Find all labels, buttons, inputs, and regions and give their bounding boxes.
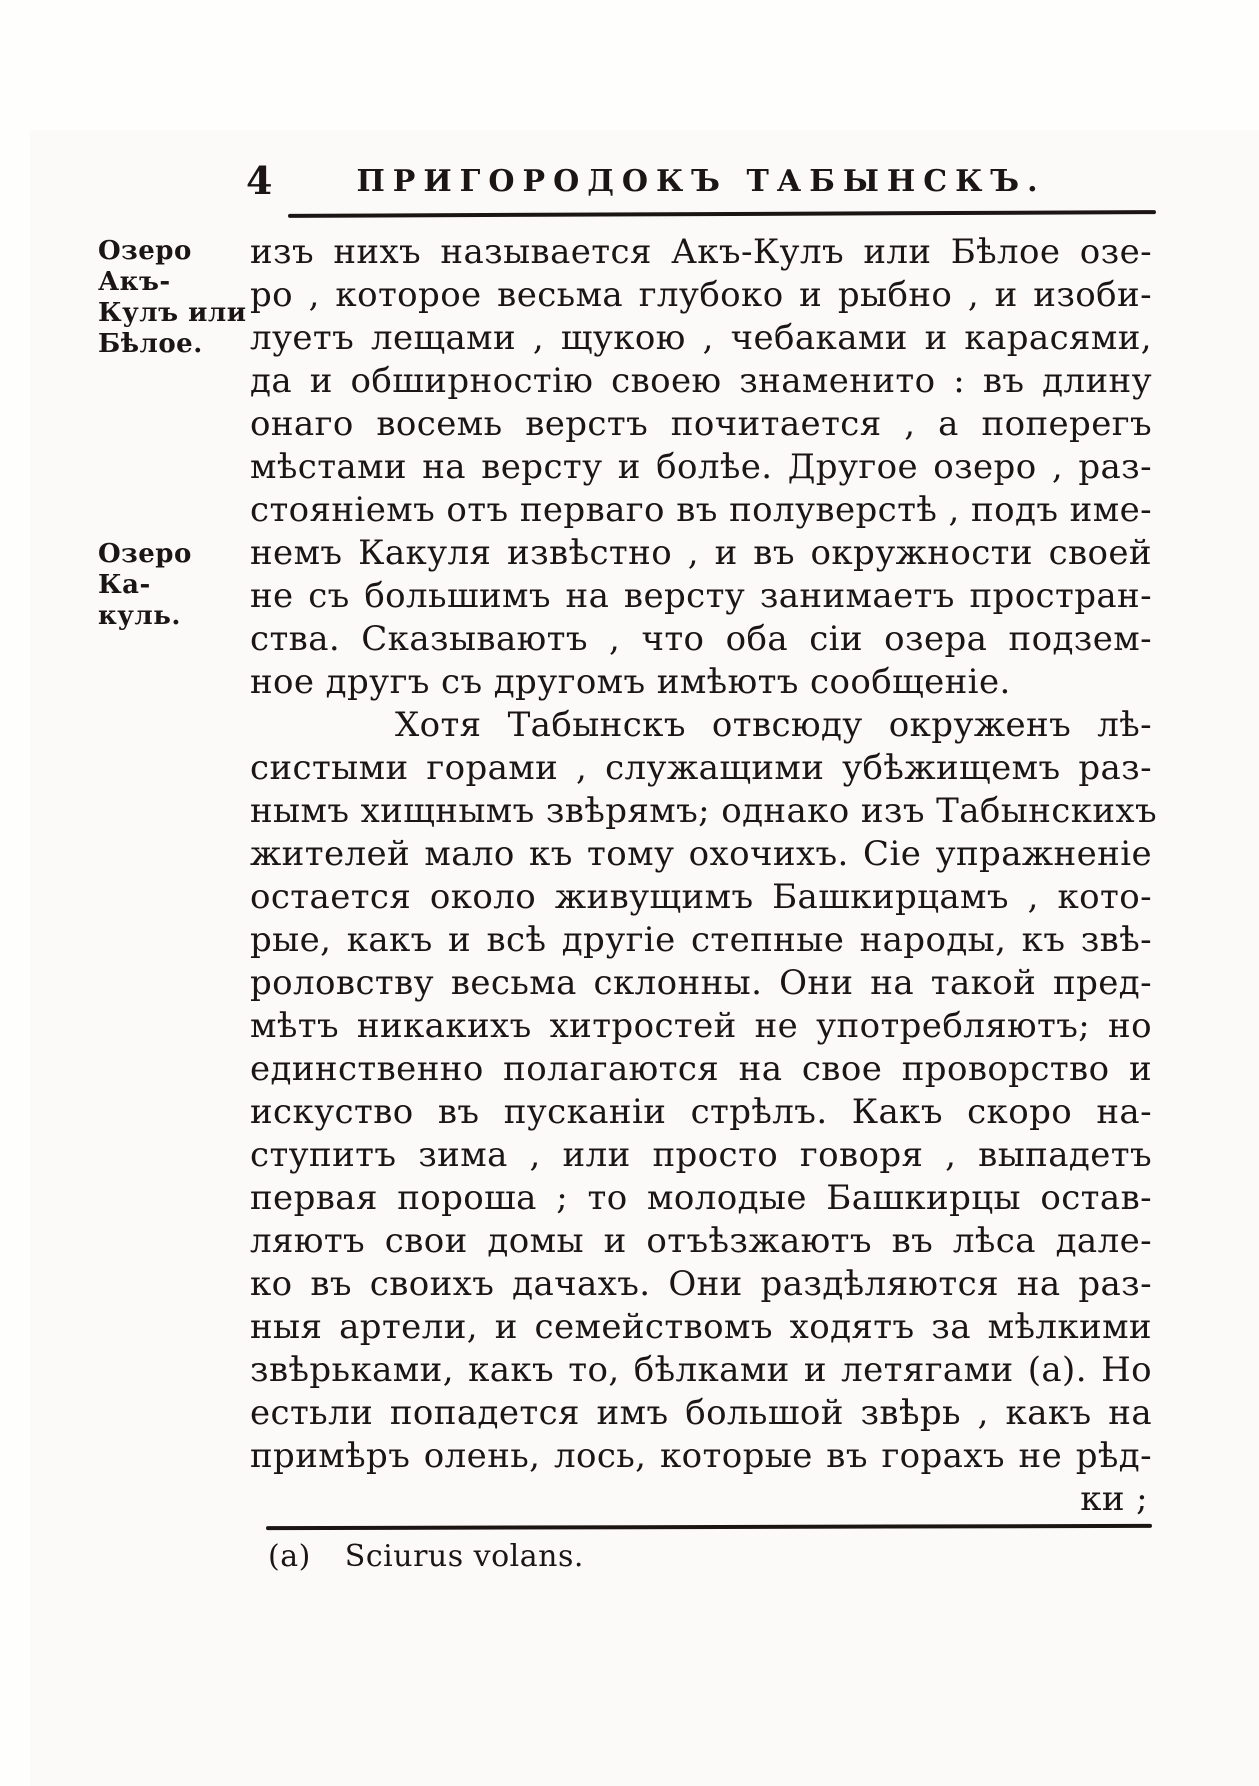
body-line: изъ нихъ называется Акъ-Кулъ или Бѣлое озе- bbox=[250, 232, 1152, 272]
margin-note-line: Бѣлое. bbox=[98, 329, 203, 359]
body-line: да и обширностію своею знаменито : въ длину bbox=[250, 361, 1152, 401]
body-line: ро , которое весьма глубоко и рыбно , и изоби- bbox=[250, 275, 1152, 315]
margin-note-lake-ak-kul bbox=[98, 236, 250, 360]
body-line: ляютъ свои домы и отъѣзжаютъ въ лѣса дале- bbox=[250, 1221, 1152, 1261]
footnote-marker: (a) bbox=[268, 1539, 311, 1574]
body-line: ное другъ съ другомъ имѣютъ сообщеніе. bbox=[250, 662, 1011, 702]
body-line: ныя артели, и семействомъ ходятъ за мѣлкими bbox=[250, 1307, 1152, 1347]
body-line: Хотя Табынскъ отвсюду окруженъ лѣ- bbox=[395, 705, 1152, 745]
page-number: 4 bbox=[246, 158, 274, 203]
catchword: ки ; bbox=[1080, 1479, 1148, 1519]
body-line: луетъ лещами , щукою , чебаками и карасями, bbox=[250, 318, 1152, 358]
body-line: ступитъ зима , или просто говоря , выпадетъ bbox=[250, 1135, 1152, 1175]
body-text bbox=[250, 231, 1158, 1521]
footnote bbox=[268, 1539, 584, 1574]
body-line: онаго восемь верстъ почитается , а поперегъ bbox=[250, 404, 1152, 444]
body-line: нымъ хищнымъ звѣрямъ; однако изъ Табынскихъ bbox=[250, 791, 1158, 831]
body-line: примѣръ олень, лось, которые въ горахъ не рѣд- bbox=[250, 1436, 1152, 1476]
body-line: стояніемъ отъ перваго въ полуверстѣ , подъ име- bbox=[250, 490, 1152, 530]
body-line: ко въ своихъ дачахъ. Они раздѣляются на раз- bbox=[250, 1264, 1152, 1304]
body-line: естьли попадется имъ большой звѣрь , какъ на bbox=[250, 1393, 1152, 1433]
body-line: немъ Какуля извѣстно , и въ окружности своей bbox=[250, 533, 1152, 573]
body-line: искуство въ пусканіи стрѣлъ. Какъ скоро на- bbox=[250, 1092, 1152, 1132]
body-line: рые, какъ и всѣ другіе степные народы, къ звѣ- bbox=[250, 920, 1152, 960]
margin-note-line: Кулъ или bbox=[98, 298, 247, 328]
margin-note-line: Озеро Акъ- bbox=[98, 236, 192, 297]
margin-note-line: Озеро Ка- bbox=[98, 539, 192, 600]
body-line: звѣрьками, какъ то, бѣлками и летягами (а). Но bbox=[250, 1350, 1152, 1390]
body-line: роловству весьма склонны. Они на такой пред- bbox=[250, 963, 1152, 1003]
body-line: ства. Сказываютъ , что оба сіи озера подзем- bbox=[250, 619, 1152, 659]
body-line: единственно полагаются на свое проворство и bbox=[250, 1049, 1152, 1089]
body-line: мѣтъ никакихъ хитростей не употребляютъ; но bbox=[250, 1006, 1152, 1046]
body-line: первая пороша ; то молодые Башкирцы остав- bbox=[250, 1178, 1152, 1218]
body-line: не съ большимъ на версту занимаетъ простран- bbox=[250, 576, 1152, 616]
margin-note-line: куль. bbox=[98, 601, 181, 631]
running-header-title: ПРИГОРОДОКЪ ТАБЫНСКЪ. bbox=[356, 164, 1046, 199]
body-line: мѣстами на версту и болѣе. Другое озеро , раз- bbox=[250, 447, 1152, 487]
body-line: систыми горами , служащими убѣжищемъ раз- bbox=[250, 748, 1152, 788]
body-line: остается около живущимъ Башкирцамъ , кото- bbox=[250, 877, 1152, 917]
margin-note-lake-kakul bbox=[98, 539, 250, 632]
body-line: жителей мало къ тому охочихъ. Сіе упражненіе bbox=[250, 834, 1152, 874]
footnote-text: Sciurus volans. bbox=[344, 1539, 584, 1574]
